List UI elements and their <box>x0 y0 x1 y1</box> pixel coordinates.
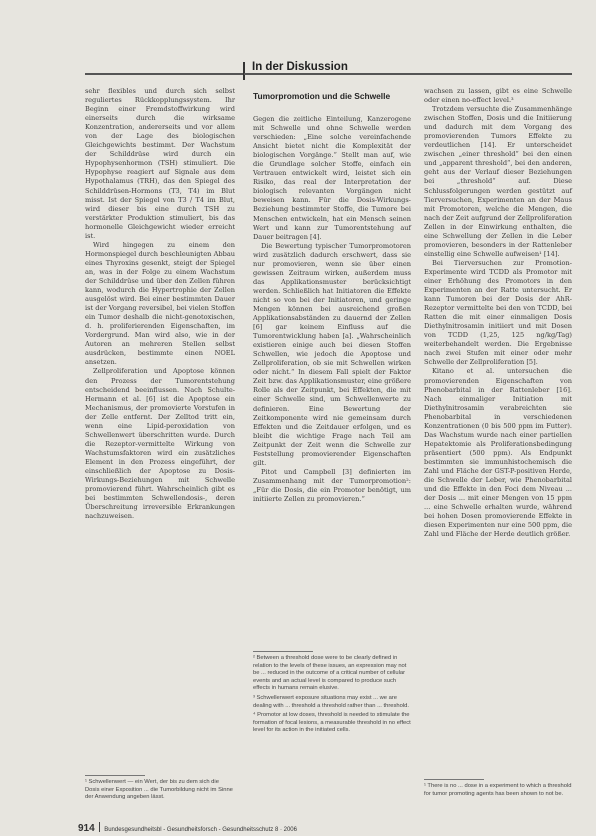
col3-paragraph-3: Bei Tierversuchen zur Promotion-Experimente wird TCDD als Promotor mit einer Erhöhung des Promotors in den Experimenten an der Ratte untersucht. Er kann Tumoren bei der Dosis der AhR-Rezeptor vermittelte bei den von TCDD, bei Ratten die mit einer einmaligen Dosis Diethylnitrosamin initiiert und mit Dosen von TCDD (1,25, 125 ng/kg/Tag) weiterbehandelt werden. Die Ergebnisse nach zwei Stufen mit einer oder mehr Schwelle der Zellproliferation [5]. <box>424 258 572 367</box>
col3-footnote-rule <box>424 779 484 780</box>
col1-footnote-rule <box>85 775 145 776</box>
col2-footnote-1: ² Between a threshold dose were to be clearly defined in relation to the levels of these issues, an expression may not be ... reduced in the outcome of a critical number of cellular events and an actual level is compared to produce such effects in humans remain elusive. <box>253 655 407 692</box>
page-number: 914 <box>78 823 95 834</box>
header-rule-right <box>244 73 572 75</box>
col2-footnote-rule <box>253 651 313 652</box>
col3-paragraph-2: Trotzdem versuchte die Zusammenhänge zwischen Stoffen, Dosis und die Initiierung und dadurch mit dem Vorgang des promovierenden Tumors Effekte zu verdeutlichen [14]. Er unterscheidet zwischen „einer threshold“ bei den einen und „apparent threshold“, bei den anderen, geht aus der Verlauf dieser Beziehungen bei „threshold“ auf. Diese Schlussfolgerungen werden gestützt auf Tierversuchen, Experimenten an der Maus mit Promotoren, welche die Mengen, die nach der Zeit aufgrund der Zellproliferation Zellen in der Einwirkung enthalten, die eine Schwellung der Zellen in die Leber promovieren, besonders in der Rattenleber einstellig eine Schwelle aufweisen¹ [14]. <box>424 105 572 258</box>
header-separator <box>243 62 245 80</box>
col2-footnote-3: ⁴ Promotor at low doses, threshold is needed to stimulate the formation of focal lesions, a measurable threshold in no effect level for its action in the initiated cells. <box>253 712 411 734</box>
column-2 <box>253 87 411 504</box>
section-title: In der Diskussion <box>252 61 348 73</box>
header-rule-left <box>85 73 243 75</box>
journal-source: Bundesgesundheitsbl - Gesundheitsforsch - Gesundheitsschutz 8 · 2006 <box>104 827 297 833</box>
col2-paragraph-3: Pitot und Campbell [3] definierten im Zusammenhang mit der Tumorpromotion²: „Für die Dosis, die ein Promotor benötigt, um initiierte Zellen zu promovieren.“ <box>253 467 411 503</box>
col3-footnote-text: ¹ There is no ... dose in a experiment to which a threshold for tumor promoting agents has been shown to not be. <box>424 783 572 797</box>
col2-footnote-2: ³ Schwellenwert exposure situations may exist ... we are dealing with ... threshold a threshold rather than ... threshold. <box>253 694 409 709</box>
col2-footnotes <box>253 655 411 737</box>
col3-paragraph-4: Kitano et al. untersuchen die promovierenden Eigenschaften von Phenobarbital in der Rattenleber [16]. Nach einmaliger Initiation mit Diethylnitrosamin verabreichten sie Phenobarbital in verschiedenen Konzentrationen (0 bis 500 ppm im Futter). Das Wachstum wurde nach einer partiellen Hepatektomie als Proliferationsbedingung präsentiert (500 ppm). Als Endpunkt bestimmten sie immunhistochemisch die Zahl und Fläche der GST-P-positiven Herde, die Schwelle der Leber, wie Phenobarbital und die Effekte in den Foci dem Niveau ... der Dosis ... mit einer Mengen von 15 ppm ... eine Schwelle erhalten wurde, während bei hohen Dosen promovierende Effekte in diesen Experimenten nur eine 500 ppm, die Zahl und Fläche der Herde deutlich größer. <box>424 367 572 539</box>
col1-footnote-text: ¹ Schwellenwert — ein Wert, der bis zu dem sich die Dosis einer Exposition ... die Tumorbildung nicht im Sinne der Anwendung angeben lässt. <box>85 779 233 801</box>
col1-footnote <box>85 779 235 804</box>
column-1 <box>85 87 235 521</box>
column-3 <box>424 87 572 539</box>
section-heading: Tumorpromotion und die Schwelle <box>253 91 391 101</box>
col2-paragraph-1: Gegen die zeitliche Einteilung, Kanzerogene mit Schwelle und ohne Schwelle werden verschieden: „Eine solche vereinfachende Ansicht bietet nicht die Komplexität der biologischen Vorgänge.“ Stellt man auf, wie die Grundlage solcher Stoffe, einfach ein Vertrauen entwickelt wird, leistet sich ein Risiko, das real der Interpretation der biologisch relevanten Vorgängen nicht beweisen kann. Für die Dosis-Wirkungs-Beziehung bestimmter Stoffe, die Tumore bei Menschen entwickeln, hat ein Mensch seinen Wert und kann zur Tumorentstehung auf Dauer beitragen [4]. <box>253 115 411 241</box>
page-footer <box>78 818 297 836</box>
col3-paragraph-1: wachsen zu lassen, gibt es eine Schwelle oder einen no-effect level.³ <box>424 87 572 105</box>
col2-paragraph-2: Die Bewertung typischer Tumorpromotoren wird zusätzlich dadurch erschwert, dass sie nur promovieren, wenn sie über einen gewissen Zeitraum wirken, außerdem muss das Applikationsmuster berücksichtigt werden. Schließlich hat Initiatoren die Effekte nicht so von bei der Initiatoren, und geringe Mengen können bei ausreichend großen Applikationsabständen zu dauernd der Zellen [6] gar keinem Einfluss auf die Tumorentwicklung haben [a]. „Wahrscheinlich existieren einige auch bei diesen Stoffen Schwellen, wie jedoch die Apoptose und Zellproliferation, ob sie mit Schwellen wirken oder nicht.“ In diesem Fall spielt der Faktor Zeit bzw. das Applikationsmuster, eine größere Rolle als der Zeitpunkt, bei Effekten, die mit einer Schwelle sind, um Schwellenwerte zu definieren. Eine Bewertung der Zeitkomponente wird nie gemeinsam durch Effekten und die Zeitdauer erfolgen, und es bleibt die wichtige Frage nach Teil am Zeitpunkt der Zeit wenn die Schwelle zur Feststellung promovierender Eigenschaften gilt. <box>253 241 411 467</box>
col3-footnote <box>424 783 572 800</box>
col1-paragraph-1: sehr flexibles und durch sich selbst reguliertes Rückkopplungssystem. Ihr Beginn einer Fremdstoffwirkung wird einerseits durch die wirksame Konzentration, andererseits und vor allem von der Lage des biologischen Gleichgewichts bestimmt. Der Wachstum der Schilddrüse wird durch ein Hypophysenhormon (TSH) stimuliert. Die Hypophyse reagiert auf Signale aus dem Hypothalamus (TRH), das den Spiegel des Schilddrüsen-Hormons (T3, T4) im Blut misst. Ist der Spiegel von T3 / T4 im Blut, wird dieser bis eine durch TSH zu verstärkter Produktion stimuliert, bis das hormonelle Gleichgewicht wieder erreicht ist. <box>85 87 235 240</box>
col1-paragraph-2: Wird hingegen zu einem den Hormonspiegel durch beschleunigten Abbau eines Thyroxins gesenkt, steigt der Spiegel an, was in der Folge zu einem Wachstum der Schilddrüse und über den Zellen führen kann, wodurch die Hypertrophie der Zellen ausgelöst wird. Bei einer bestimmten Dauer ist der Vorgang reversibel, bei vielen Stoffen ein Tumor deshalb die nicht-genotoxischen, d. h. proliferierenden Eigenschaften, im Vordergrund. Man wird also, wie in der Autoren an mehreren Stellen selbst ausdrücken, bestimmte einen NOEL ansetzen. <box>85 240 235 367</box>
footer-separator <box>99 822 101 832</box>
col1-paragraph-3: Zellproliferation und Apoptose können den Prozess der Tumorentstehung entscheidend beeinflussen. Nach Schulte-Hermann et al. [6] ist die Apoptose ein Mechanismus, der promovierte Vorstufen in der Zelle entfernt. Der Zelltod tritt ein, wenn eine Lipid-peroxidation von Schwellenwert überschritten wurde. Durch die Rezeptor-vermittelte Wirkung von Wachstumsfaktoren wird ein zusätzliches Element in den Prozess eingeführt, der einschließlich der Apoptose zu Dosis-Wirkungs-Beziehungen mit Schwelle promovierend führt. Wahrscheinlich gibt es bei bestimmten Schwellendosis-, deren Überschreitung irreversible Erkrankungen nachzuweisen. <box>85 367 235 521</box>
